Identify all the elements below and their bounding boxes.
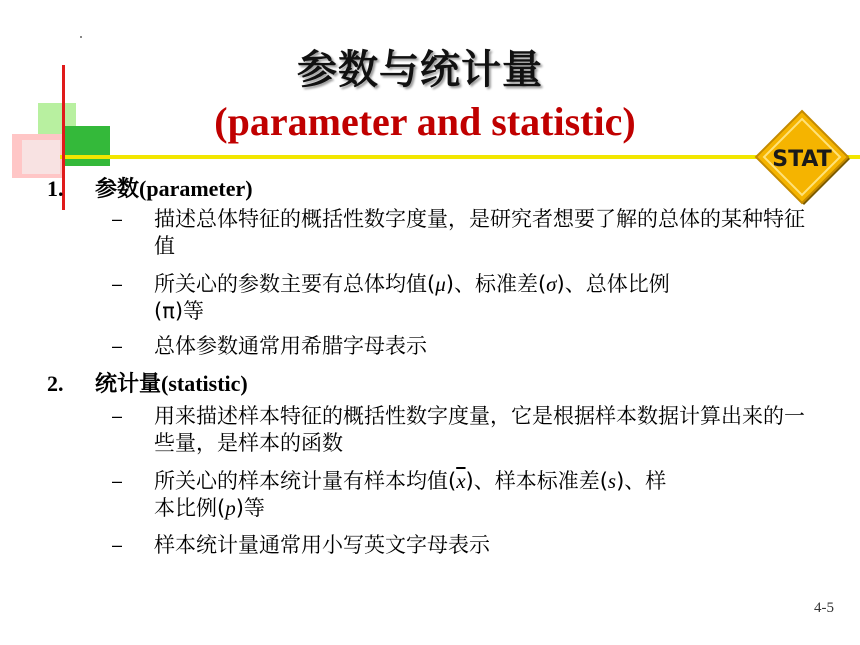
section-number: 1. <box>47 176 64 201</box>
bullet-text: 描述总体特征的概括性数字度量，是研究者想要了解的总体的某种特征值 <box>154 207 805 258</box>
section-heading-statistic <box>47 367 248 398</box>
symbol-s: s <box>607 469 617 493</box>
symbol-mu: μ <box>435 272 446 296</box>
bullet-dash: – <box>112 406 123 426</box>
symbol-x-bar: $\overline{x}$ <box>456 469 466 493</box>
section-number: 2. <box>47 371 64 396</box>
section-label-zh: 统计量 <box>95 372 162 397</box>
bullet-text: 所关心的参数主要有总体均值(μ)、标准差(σ)、总体比例 (π)等 <box>154 272 670 323</box>
section-heading-parameter <box>47 172 253 203</box>
stat-badge-logo <box>752 107 852 207</box>
section-label-zh: 参数 <box>95 177 140 202</box>
bullet-dash: – <box>112 471 123 491</box>
stat-badge-label: STAT <box>772 147 832 172</box>
section-label-en: (parameter) <box>139 176 253 201</box>
slide-title-english: (parameter and statistic) <box>214 99 636 144</box>
title-underline-rule <box>60 155 860 159</box>
bullet-text: 所关心的样本统计量有样本均值$(\overline{x})$、样本标准差(s)、样 本比例(p)等 <box>154 469 667 520</box>
bullet-text: 用来描述样本特征的概括性数字度量，它是根据样本数据计算出来的一些量，是样本的函数 <box>154 404 805 455</box>
symbol-sigma: σ <box>546 272 557 296</box>
bullet-text: 总体参数通常用希腊字母表示 <box>154 334 427 358</box>
bullet-text: 样本统计量通常用小写英文字母表示 <box>154 533 490 557</box>
page-number: 4-5 <box>814 600 834 616</box>
slide-title-chinese: 参数与统计量 <box>297 47 543 93</box>
symbol-p: p <box>225 496 236 520</box>
bullet-dash: – <box>112 336 123 356</box>
decorative-square-pale-red <box>22 140 60 174</box>
bullet-dash: – <box>112 274 123 294</box>
section-label-en: (statistic) <box>161 371 248 396</box>
bullet-dash: – <box>112 209 123 229</box>
bullet-dash: – <box>112 535 123 555</box>
